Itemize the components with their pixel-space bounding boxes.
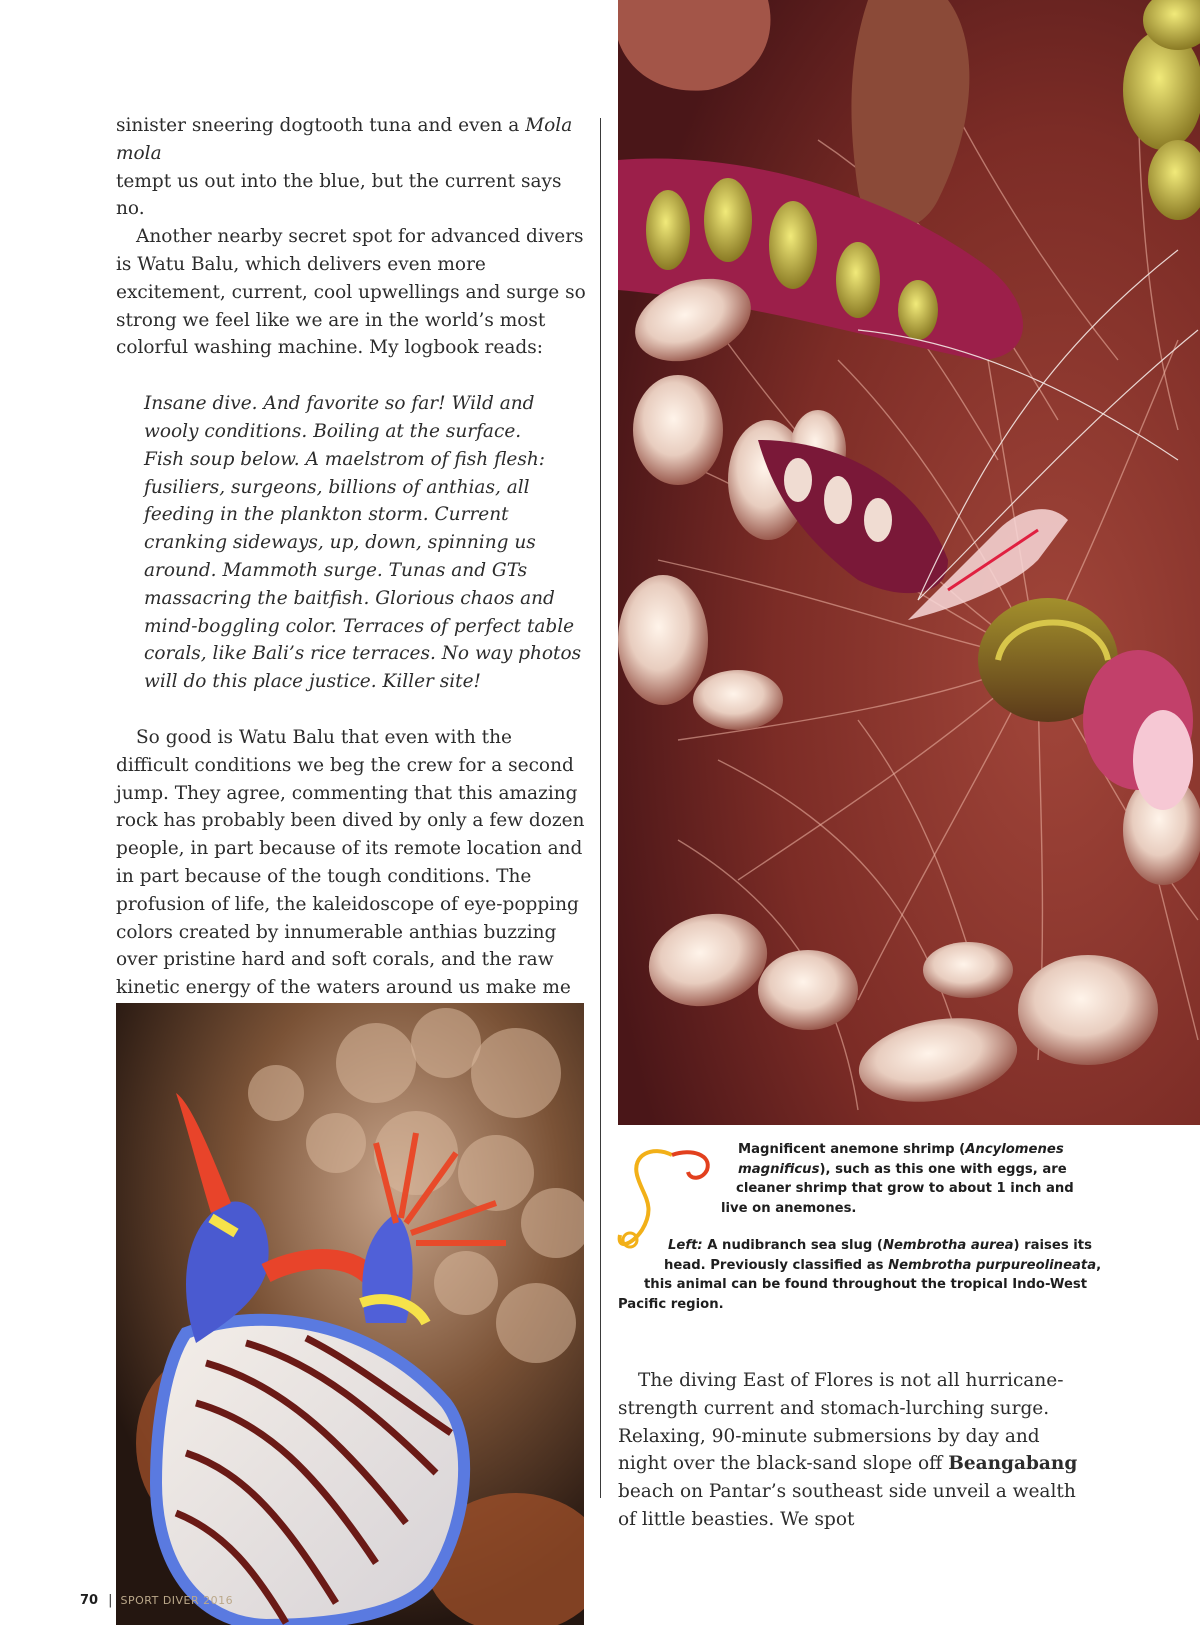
nudibranch-illustration [116,1003,584,1625]
text-run: tempt us out into the blue, but the current says no. [116,170,562,220]
column-divider [600,118,601,1498]
quote-line: will do this place justice. Killer site! [144,671,481,693]
caption-line: magnificus), such as this one with eggs, are [738,1161,1067,1177]
caption-line: cleaner shrimp that grow to about 1 inch and [736,1181,1074,1196]
anemone-illustration [618,0,1200,1125]
text-run: beach on Pantar’s southeast side unveil a wealth of little beasties. We spot [618,1481,1076,1530]
page-folio: 70 | SPORT DIVER 2016 [80,1593,234,1608]
paragraph-3: So good is Watu Balu that even with the difficult conditions we beg the crew for a second jump. They agree, commenting that this amazing rock has probably been dived by only a few dozen people, in part because of its remote location and in part because of the tough conditions. The profusion of life, the kaleidoscope of eye-popping colors created by innumerable anthias buzzing over pristine hard and soft corals, and the raw kinetic energy of the waters around us make me [116,726,585,999]
right-text-column [618,1367,1088,1534]
quote-line: Insane dive. And favorite so far! Wild and [144,393,535,415]
caption-line: head. Previously classified as Nembrotha purpureolineata, [664,1257,1102,1273]
quote-line: corals, like Bali’s rice terraces. No way photos [144,643,582,665]
issue-label: SPORT DIVER 2016 [120,1594,234,1607]
caption-line: live on anemones. [721,1200,857,1216]
text-run: sinister sneering dogtooth tuna and even a [116,115,526,136]
quote-line: wooly conditions. Boiling at the surface. [144,420,522,442]
nudibranch-photo [116,1003,584,1625]
quote-line: fusiliers, surgeons, billions of anthias, all [144,476,530,498]
quote-line: cranking sideways, up, down, spinning us [144,532,536,554]
text-run: The diving East of Flores is not all hurricane-strength current and stomach-lurching surge. Relaxing, 90-minute submersions by day and night over the black-sand slope off [618,1370,1064,1475]
place-name: Beangabang [948,1453,1078,1475]
paragraph-4 [618,1367,1088,1534]
paragraph-1 [116,112,588,223]
quote-line: feeding in the plankton storm. Current [144,504,509,526]
photo-caption [618,1140,1102,1314]
species-name: Mola mola [116,115,573,164]
quote-line: mind-boggling color. Terraces of perfect table [144,615,575,637]
left-text-column [116,112,588,1058]
caption-line: Pacific region. [618,1296,724,1312]
logbook-quote [144,390,588,696]
caption-line: Magnificent anemone shrimp (Ancylomenes [738,1142,1064,1157]
caption-line: Left: A nudibranch sea slug (Nembrotha aurea) raises its [668,1238,1092,1253]
anemone-shrimp-photo [618,0,1200,1125]
quote-line: Fish soup below. A maelstrom of fish flesh: [144,448,545,470]
quote-line: around. Mammoth surge. Tunas and GTs [144,559,528,581]
caption-line: this animal can be found throughout the tropical Indo-West [644,1277,1088,1292]
paragraph-2: Another nearby secret spot for advanced divers is Watu Balu, which delivers even more excitement, current, cool upwellings and surge so strong we feel like we are in the world’s most colorful washing machine. My logbook reads: [116,226,586,359]
page-number: 70 [80,1593,99,1608]
quote-line: massacring the baitfish. Glorious chaos and [144,587,555,609]
